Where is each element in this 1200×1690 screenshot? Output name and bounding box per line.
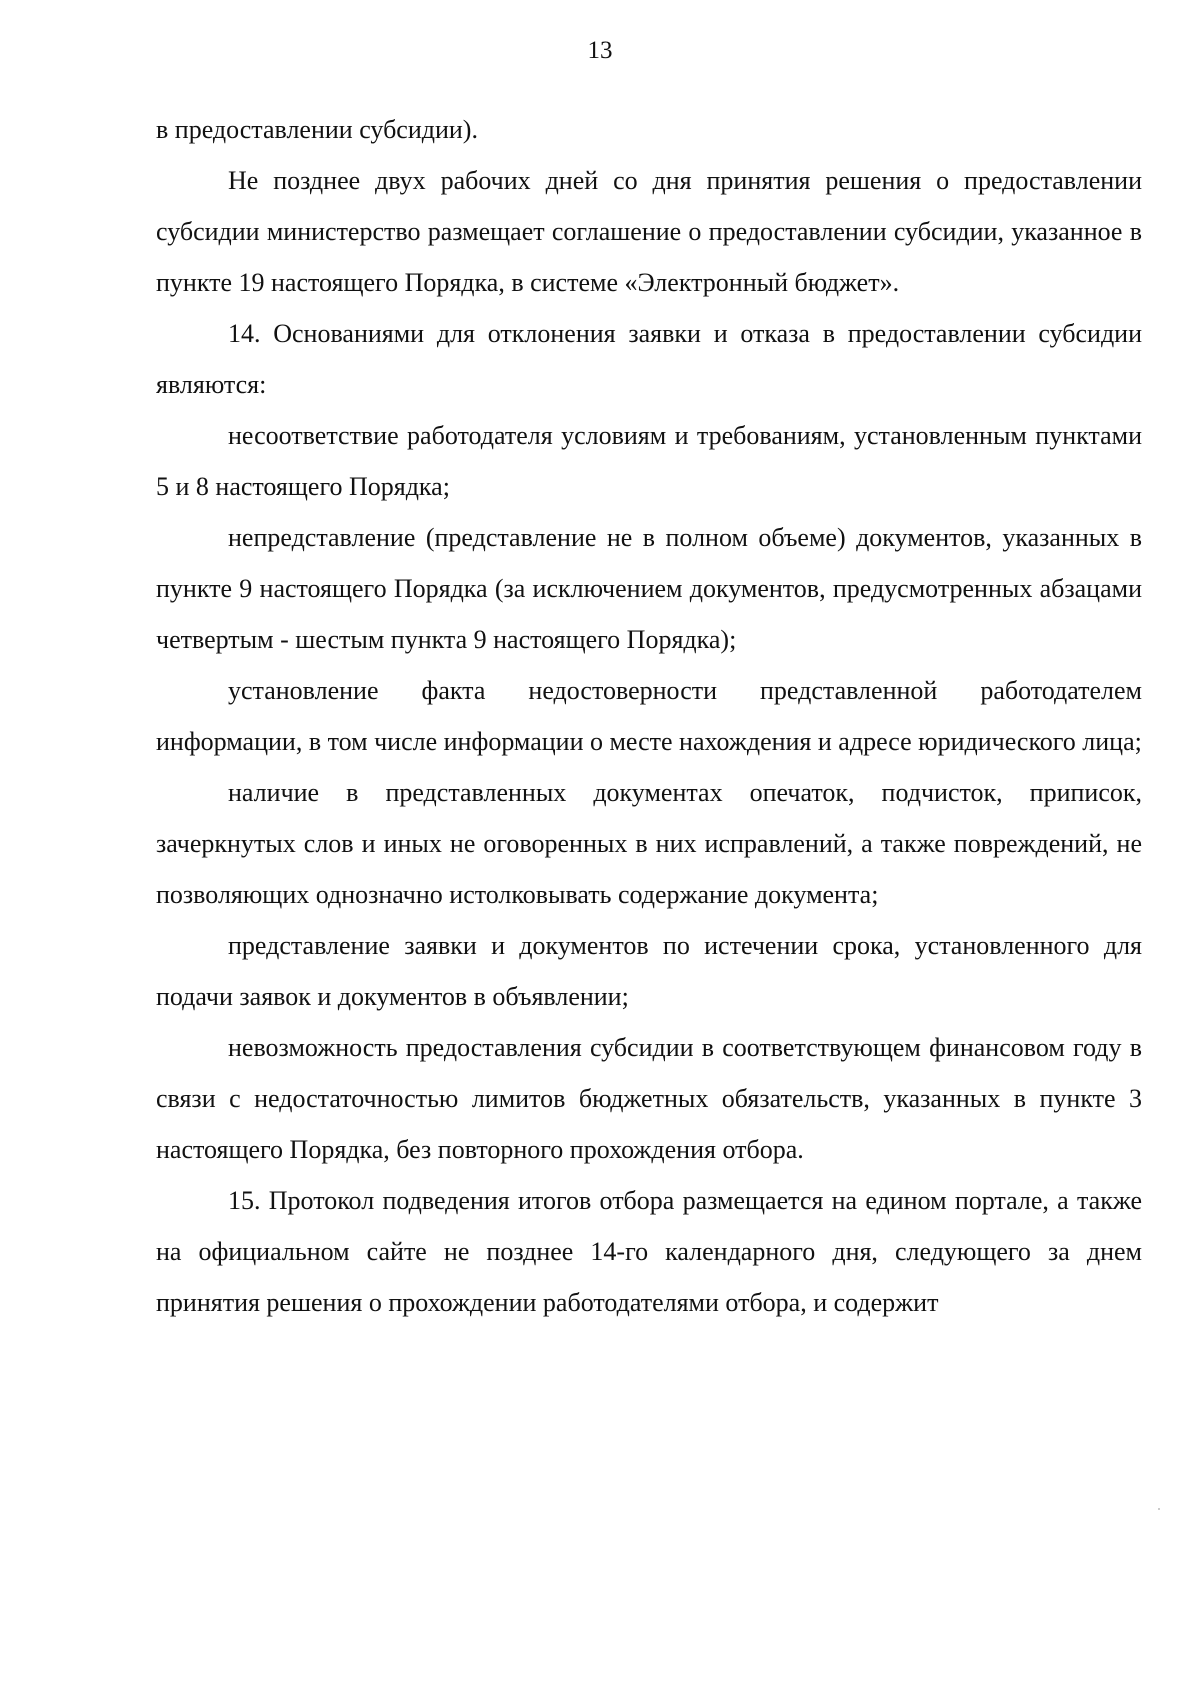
- paragraph-15-protocol: 15. Протокол подведения итогов отбора размещается на едином портале, а также на официальном сайте не позднее 14-го календарного дня, следующего за днем принятия решения о прохождении работодателями отбора, и содержит: [156, 1186, 1142, 1317]
- page-number: 13: [587, 37, 613, 64]
- paragraph-14-heading: 14. Основаниями для отклонения заявки и отказа в предоставлении субсидии являются:: [156, 319, 1142, 399]
- scan-artifact: [1158, 1508, 1160, 1510]
- paragraph-reason-late-submission: представление заявки и документов по истечении срока, установленного для подачи заявок и документов в объявлении;: [156, 931, 1142, 1011]
- paragraph-continuation: в предоставлении субсидии).: [156, 115, 478, 144]
- paragraph-reason-corrections: наличие в представленных документах опечаток, подчисток, приписок, зачеркнутых слов и иных не оговоренных в них исправлений, а также повреждений, не позволяющих однозначно истолковывать содержание документа;: [156, 778, 1142, 909]
- paragraph-agreement-posting: Не позднее двух рабочих дней со дня принятия решения о предоставлении субсидии министерство размещает соглашение о предоставлении субсидии, указанное в пункте 19 настоящего Порядка, в системе «Электронный бюджет».: [156, 166, 1142, 297]
- paragraph-reason-false-information: установление факта недостоверности представленной работодателем информации, в том числе информации о месте нахождения и адресе юридического лица;: [156, 676, 1142, 756]
- paragraph-reason-missing-documents: непредставление (представление не в полном объеме) документов, указанных в пункте 9 настоящего Порядка (за исключением документов, предусмотренных абзацами четвертым - шестым пункта 9 настоящего Порядка);: [156, 523, 1142, 654]
- paragraph-reason-insufficient-limits: невозможность предоставления субсидии в соответствующем финансовом году в связи с недостаточностью лимитов бюджетных обязательств, указанных в пункте 3 настоящего Порядка, без повторного прохождения отбора.: [156, 1033, 1142, 1164]
- body-text: [156, 104, 1142, 1328]
- paragraph-reason-nonconformity: несоответствие работодателя условиям и требованиям, установленным пунктами 5 и 8 настоящего Порядка;: [156, 421, 1142, 501]
